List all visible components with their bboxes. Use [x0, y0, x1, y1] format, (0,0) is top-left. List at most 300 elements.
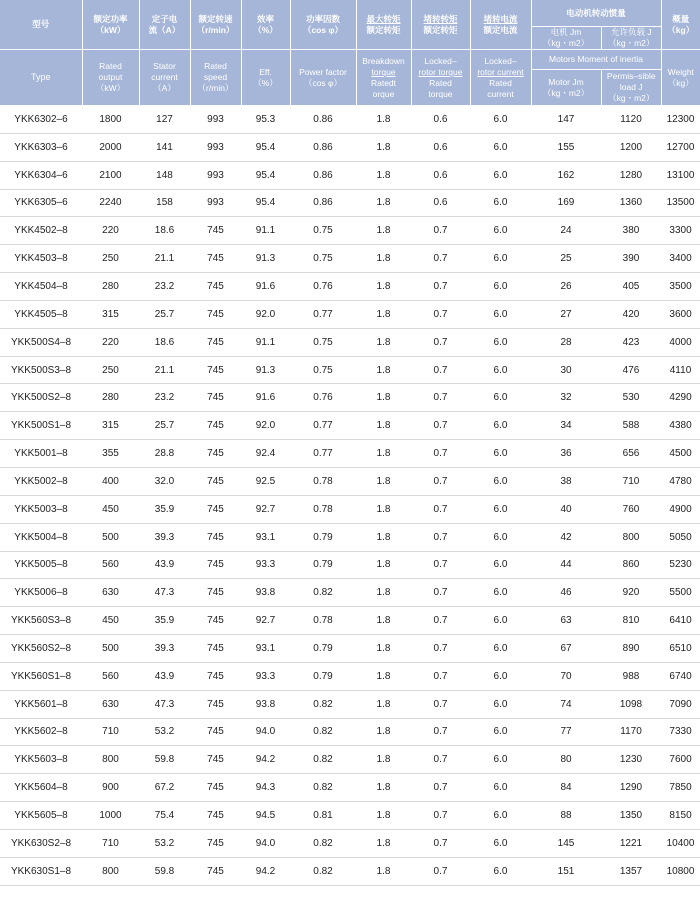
cell-rated-output: 710: [82, 829, 139, 857]
cell-stator-current: 35.9: [139, 607, 190, 635]
cell-breakdown-torque: 1.8: [356, 412, 411, 440]
cell-motor-jm: 32: [531, 384, 601, 412]
cell-rated-speed: 745: [190, 857, 241, 885]
cell-type: YKK5602–8: [0, 718, 82, 746]
cell-efficiency: 93.1: [241, 635, 290, 663]
cell-power-factor: 0.75: [290, 245, 356, 273]
cell-locked-rotor-current: 6.0: [470, 161, 531, 189]
cell-rated-speed: 745: [190, 635, 241, 663]
cell-locked-rotor-torque: 0.7: [411, 300, 470, 328]
cell-power-factor: 0.78: [290, 467, 356, 495]
table-row: [0, 495, 700, 523]
cell-stator-current: 25.7: [139, 300, 190, 328]
cell-weight: 4110: [661, 356, 700, 384]
cell-type: YKK5603–8: [0, 746, 82, 774]
cell-breakdown-torque: 1.8: [356, 106, 411, 134]
cell-stator-current: 18.6: [139, 217, 190, 245]
cell-type: YKK560S1–8: [0, 662, 82, 690]
table-row: [0, 161, 700, 189]
cell-locked-rotor-current: 6.0: [470, 523, 531, 551]
cell-breakdown-torque: 1.8: [356, 662, 411, 690]
table-row: [0, 857, 700, 885]
cell-efficiency: 92.0: [241, 300, 290, 328]
cell-locked-rotor-torque: 0.7: [411, 467, 470, 495]
table-row: [0, 467, 700, 495]
cell-efficiency: 94.0: [241, 829, 290, 857]
cell-breakdown-torque: 1.8: [356, 718, 411, 746]
cell-efficiency: 94.5: [241, 802, 290, 830]
cell-stator-current: 18.6: [139, 328, 190, 356]
cell-motor-jm: 63: [531, 607, 601, 635]
cell-load-j: 800: [601, 523, 661, 551]
cell-locked-rotor-current: 6.0: [470, 245, 531, 273]
cell-breakdown-torque: 1.8: [356, 245, 411, 273]
cell-power-factor: 0.75: [290, 328, 356, 356]
cell-rated-output: 355: [82, 440, 139, 468]
cell-rated-output: 2000: [82, 133, 139, 161]
cell-power-factor: 0.76: [290, 384, 356, 412]
cell-locked-rotor-torque: 0.7: [411, 412, 470, 440]
cell-type: YKK500S1–8: [0, 412, 82, 440]
cell-power-factor: 0.82: [290, 690, 356, 718]
cell-motor-jm: 25: [531, 245, 601, 273]
cell-rated-output: 450: [82, 495, 139, 523]
cell-type: YKK6304–6: [0, 161, 82, 189]
cell-weight: 6740: [661, 662, 700, 690]
cell-rated-speed: 993: [190, 133, 241, 161]
cell-motor-jm: 151: [531, 857, 601, 885]
cell-load-j: 405: [601, 273, 661, 301]
header-en-efficiency: Eff. （%）: [241, 50, 290, 106]
cell-motor-jm: 26: [531, 273, 601, 301]
cell-type: YKK4505–8: [0, 300, 82, 328]
cell-type: YKK4504–8: [0, 273, 82, 301]
cell-type: YKK6305–6: [0, 189, 82, 217]
cell-rated-speed: 745: [190, 690, 241, 718]
cell-power-factor: 0.79: [290, 662, 356, 690]
cell-power-factor: 0.81: [290, 802, 356, 830]
cell-locked-rotor-current: 6.0: [470, 412, 531, 440]
cell-locked-rotor-current: 6.0: [470, 857, 531, 885]
cell-power-factor: 0.82: [290, 829, 356, 857]
cell-efficiency: 93.8: [241, 690, 290, 718]
cell-stator-current: 32.0: [139, 467, 190, 495]
cell-type: YKK630S2–8: [0, 829, 82, 857]
cell-load-j: 1280: [601, 161, 661, 189]
cell-breakdown-torque: 1.8: [356, 356, 411, 384]
cell-motor-jm: 44: [531, 551, 601, 579]
cell-motor-jm: 80: [531, 746, 601, 774]
cell-locked-rotor-current: 6.0: [470, 579, 531, 607]
cell-load-j: 420: [601, 300, 661, 328]
cell-stator-current: 39.3: [139, 635, 190, 663]
cell-power-factor: 0.79: [290, 551, 356, 579]
cell-power-factor: 0.76: [290, 273, 356, 301]
cell-locked-rotor-current: 6.0: [470, 635, 531, 663]
table-row: [0, 829, 700, 857]
header-cn-stator-current: 定子电 流（A）: [139, 0, 190, 50]
header-en-weight: Weight （kg）: [661, 50, 700, 106]
cell-stator-current: 47.3: [139, 579, 190, 607]
cell-breakdown-torque: 1.8: [356, 161, 411, 189]
cell-stator-current: 25.7: [139, 412, 190, 440]
cell-power-factor: 0.77: [290, 412, 356, 440]
table-row: [0, 551, 700, 579]
cell-efficiency: 91.1: [241, 328, 290, 356]
header-en-locked-rotor-torque: Locked– rotor torque Rated torque: [411, 50, 470, 106]
cell-efficiency: 95.4: [241, 133, 290, 161]
table-row: [0, 245, 700, 273]
cell-locked-rotor-current: 6.0: [470, 273, 531, 301]
cell-efficiency: 91.3: [241, 356, 290, 384]
cell-locked-rotor-current: 6.0: [470, 217, 531, 245]
cell-breakdown-torque: 1.8: [356, 802, 411, 830]
table-row: [0, 412, 700, 440]
cell-locked-rotor-torque: 0.7: [411, 718, 470, 746]
table-row: [0, 300, 700, 328]
cell-breakdown-torque: 1.8: [356, 328, 411, 356]
cell-motor-jm: 38: [531, 467, 601, 495]
table-row: [0, 328, 700, 356]
table-row: [0, 523, 700, 551]
cell-power-factor: 0.86: [290, 106, 356, 134]
cell-type: YKK5002–8: [0, 467, 82, 495]
cell-power-factor: 0.79: [290, 523, 356, 551]
cell-breakdown-torque: 1.8: [356, 467, 411, 495]
table-row: [0, 273, 700, 301]
cell-rated-output: 280: [82, 273, 139, 301]
cell-rated-output: 800: [82, 857, 139, 885]
cell-rated-speed: 745: [190, 802, 241, 830]
cell-load-j: 1200: [601, 133, 661, 161]
header-en-rated-output: Rated output （kW）: [82, 50, 139, 106]
cell-motor-jm: 77: [531, 718, 601, 746]
header-en-inertia-group: Motors Moment of inertia: [531, 50, 661, 70]
cell-weight: 7600: [661, 746, 700, 774]
cell-stator-current: 75.4: [139, 802, 190, 830]
cell-load-j: 1360: [601, 189, 661, 217]
cell-weight: 4900: [661, 495, 700, 523]
header-cn-inertia-group: 电动机转动惯量: [531, 0, 661, 27]
cell-breakdown-torque: 1.8: [356, 857, 411, 885]
cell-efficiency: 92.5: [241, 467, 290, 495]
cell-efficiency: 91.6: [241, 384, 290, 412]
cell-motor-jm: 67: [531, 635, 601, 663]
cell-load-j: 760: [601, 495, 661, 523]
header-cn-power-factor: 功率因数 （cos φ）: [290, 0, 356, 50]
header-en-load-j: Permis–sible load J （kg・m2）: [601, 70, 661, 106]
cell-efficiency: 93.3: [241, 662, 290, 690]
cell-load-j: 380: [601, 217, 661, 245]
cell-rated-output: 560: [82, 551, 139, 579]
cell-efficiency: 92.0: [241, 412, 290, 440]
cell-motor-jm: 145: [531, 829, 601, 857]
cell-locked-rotor-current: 6.0: [470, 746, 531, 774]
cell-rated-output: 250: [82, 245, 139, 273]
cell-power-factor: 0.79: [290, 635, 356, 663]
cell-rated-output: 500: [82, 523, 139, 551]
cell-rated-speed: 745: [190, 829, 241, 857]
cell-load-j: 920: [601, 579, 661, 607]
cell-locked-rotor-current: 6.0: [470, 802, 531, 830]
cell-weight: 4780: [661, 467, 700, 495]
cell-locked-rotor-torque: 0.7: [411, 495, 470, 523]
table-row: [0, 607, 700, 635]
cell-locked-rotor-current: 6.0: [470, 551, 531, 579]
cell-locked-rotor-torque: 0.7: [411, 273, 470, 301]
cell-motor-jm: 36: [531, 440, 601, 468]
cell-locked-rotor-current: 6.0: [470, 495, 531, 523]
cell-stator-current: 148: [139, 161, 190, 189]
cell-weight: 4380: [661, 412, 700, 440]
table-row: [0, 217, 700, 245]
cell-breakdown-torque: 1.8: [356, 829, 411, 857]
cell-motor-jm: 46: [531, 579, 601, 607]
cell-locked-rotor-current: 6.0: [470, 300, 531, 328]
cell-locked-rotor-current: 6.0: [470, 690, 531, 718]
cell-breakdown-torque: 1.8: [356, 690, 411, 718]
table-row: [0, 718, 700, 746]
table-row: [0, 690, 700, 718]
cell-efficiency: 91.6: [241, 273, 290, 301]
cell-motor-jm: 162: [531, 161, 601, 189]
header-en-locked-rotor-current: Locked– rotor current Rated current: [470, 50, 531, 106]
cell-motor-jm: 42: [531, 523, 601, 551]
cell-rated-output: 220: [82, 217, 139, 245]
cell-type: YKK6303–6: [0, 133, 82, 161]
cell-load-j: 476: [601, 356, 661, 384]
cell-locked-rotor-current: 6.0: [470, 440, 531, 468]
header-cn-locked-rotor-current: 堵转电流 额定电流: [470, 0, 531, 50]
cell-rated-speed: 745: [190, 412, 241, 440]
cell-weight: 8150: [661, 802, 700, 830]
cell-rated-speed: 745: [190, 328, 241, 356]
table-row: [0, 106, 700, 134]
cell-weight: 12300: [661, 106, 700, 134]
cell-locked-rotor-torque: 0.7: [411, 746, 470, 774]
cell-weight: 3400: [661, 245, 700, 273]
cell-locked-rotor-torque: 0.7: [411, 440, 470, 468]
cell-weight: 4000: [661, 328, 700, 356]
cell-load-j: 810: [601, 607, 661, 635]
cell-stator-current: 59.8: [139, 857, 190, 885]
cell-locked-rotor-torque: 0.7: [411, 551, 470, 579]
cell-stator-current: 67.2: [139, 774, 190, 802]
cell-load-j: 1357: [601, 857, 661, 885]
cell-rated-speed: 745: [190, 273, 241, 301]
cell-power-factor: 0.86: [290, 161, 356, 189]
cell-efficiency: 92.4: [241, 440, 290, 468]
cell-locked-rotor-current: 6.0: [470, 607, 531, 635]
cell-motor-jm: 27: [531, 300, 601, 328]
cell-efficiency: 94.0: [241, 718, 290, 746]
cell-breakdown-torque: 1.8: [356, 133, 411, 161]
cell-locked-rotor-torque: 0.6: [411, 161, 470, 189]
cell-load-j: 988: [601, 662, 661, 690]
cell-type: YKK500S2–8: [0, 384, 82, 412]
cell-type: YKK5003–8: [0, 495, 82, 523]
cell-locked-rotor-current: 6.0: [470, 662, 531, 690]
cell-type: YKK6302–6: [0, 106, 82, 134]
cell-weight: 13100: [661, 161, 700, 189]
cell-locked-rotor-current: 6.0: [470, 467, 531, 495]
cell-efficiency: 92.7: [241, 495, 290, 523]
cell-locked-rotor-torque: 0.6: [411, 106, 470, 134]
cell-rated-output: 220: [82, 328, 139, 356]
cell-type: YKK630S1–8: [0, 857, 82, 885]
table-row: [0, 356, 700, 384]
cell-efficiency: 93.3: [241, 551, 290, 579]
cell-motor-jm: 84: [531, 774, 601, 802]
cell-rated-output: 400: [82, 467, 139, 495]
cell-efficiency: 91.3: [241, 245, 290, 273]
cell-rated-speed: 745: [190, 774, 241, 802]
cell-load-j: 1098: [601, 690, 661, 718]
cell-locked-rotor-current: 6.0: [470, 133, 531, 161]
cell-load-j: 1170: [601, 718, 661, 746]
table-row: [0, 802, 700, 830]
cell-rated-speed: 993: [190, 106, 241, 134]
cell-stator-current: 21.1: [139, 356, 190, 384]
cell-breakdown-torque: 1.8: [356, 440, 411, 468]
cell-rated-output: 2240: [82, 189, 139, 217]
cell-rated-speed: 745: [190, 495, 241, 523]
cell-type: YKK560S3–8: [0, 607, 82, 635]
cell-rated-speed: 745: [190, 718, 241, 746]
cell-motor-jm: 70: [531, 662, 601, 690]
cell-locked-rotor-torque: 0.7: [411, 328, 470, 356]
cell-rated-speed: 745: [190, 551, 241, 579]
cell-stator-current: 43.9: [139, 551, 190, 579]
cell-rated-output: 2100: [82, 161, 139, 189]
cell-type: YKK5604–8: [0, 774, 82, 802]
cell-power-factor: 0.77: [290, 440, 356, 468]
cell-motor-jm: 34: [531, 412, 601, 440]
cell-power-factor: 0.82: [290, 718, 356, 746]
cell-rated-speed: 745: [190, 579, 241, 607]
cell-rated-output: 1000: [82, 802, 139, 830]
cell-rated-output: 560: [82, 662, 139, 690]
cell-stator-current: 158: [139, 189, 190, 217]
cell-efficiency: 93.8: [241, 579, 290, 607]
header-en-motor-jm: Motor Jm （kg・m2）: [531, 70, 601, 106]
header-en-rated-speed: Rated speed （r/min）: [190, 50, 241, 106]
cell-locked-rotor-torque: 0.7: [411, 579, 470, 607]
cell-motor-jm: 30: [531, 356, 601, 384]
cell-locked-rotor-torque: 0.7: [411, 245, 470, 273]
cell-weight: 5050: [661, 523, 700, 551]
cell-power-factor: 0.82: [290, 579, 356, 607]
cell-rated-speed: 745: [190, 467, 241, 495]
cell-rated-output: 900: [82, 774, 139, 802]
cell-breakdown-torque: 1.8: [356, 551, 411, 579]
cell-stator-current: 23.2: [139, 384, 190, 412]
cell-breakdown-torque: 1.8: [356, 523, 411, 551]
cell-load-j: 588: [601, 412, 661, 440]
table-row: [0, 746, 700, 774]
cell-locked-rotor-torque: 0.7: [411, 774, 470, 802]
header-cn-efficiency: 效率 （%）: [241, 0, 290, 50]
cell-locked-rotor-torque: 0.7: [411, 662, 470, 690]
cell-rated-speed: 745: [190, 746, 241, 774]
cell-motor-jm: 74: [531, 690, 601, 718]
header-en-type: Type: [0, 50, 82, 106]
cell-efficiency: 94.2: [241, 746, 290, 774]
cell-breakdown-torque: 1.8: [356, 746, 411, 774]
cell-locked-rotor-torque: 0.7: [411, 523, 470, 551]
cell-locked-rotor-torque: 0.6: [411, 189, 470, 217]
cell-breakdown-torque: 1.8: [356, 189, 411, 217]
cell-load-j: 1230: [601, 746, 661, 774]
cell-locked-rotor-torque: 0.7: [411, 356, 470, 384]
cell-stator-current: 39.3: [139, 523, 190, 551]
cell-weight: 7090: [661, 690, 700, 718]
header-cn-rated-output: 额定功率 （kW）: [82, 0, 139, 50]
cell-motor-jm: 155: [531, 133, 601, 161]
cell-breakdown-torque: 1.8: [356, 495, 411, 523]
cell-load-j: 656: [601, 440, 661, 468]
cell-type: YKK4503–8: [0, 245, 82, 273]
cell-type: YKK5601–8: [0, 690, 82, 718]
cell-locked-rotor-torque: 0.7: [411, 384, 470, 412]
cell-power-factor: 0.75: [290, 356, 356, 384]
header-cn-rated-speed: 额定转速 （r/min）: [190, 0, 241, 50]
cell-stator-current: 53.2: [139, 718, 190, 746]
cell-motor-jm: 28: [531, 328, 601, 356]
table-row: [0, 133, 700, 161]
cell-efficiency: 92.7: [241, 607, 290, 635]
cell-weight: 3300: [661, 217, 700, 245]
cell-rated-output: 630: [82, 579, 139, 607]
cell-power-factor: 0.82: [290, 746, 356, 774]
cell-weight: 10800: [661, 857, 700, 885]
cell-weight: 6410: [661, 607, 700, 635]
cell-type: YKK5605–8: [0, 802, 82, 830]
cell-rated-speed: 745: [190, 440, 241, 468]
cell-efficiency: 95.3: [241, 106, 290, 134]
cell-locked-rotor-torque: 0.7: [411, 635, 470, 663]
cell-motor-jm: 147: [531, 106, 601, 134]
cell-rated-output: 500: [82, 635, 139, 663]
header-en-stator-current: Stator current （A）: [139, 50, 190, 106]
cell-rated-speed: 745: [190, 384, 241, 412]
cell-power-factor: 0.77: [290, 300, 356, 328]
cell-type: YKK5006–8: [0, 579, 82, 607]
cell-load-j: 423: [601, 328, 661, 356]
cell-locked-rotor-torque: 0.7: [411, 690, 470, 718]
cell-motor-jm: 40: [531, 495, 601, 523]
cell-locked-rotor-current: 6.0: [470, 774, 531, 802]
cell-weight: 4290: [661, 384, 700, 412]
cell-efficiency: 94.3: [241, 774, 290, 802]
cell-power-factor: 0.86: [290, 133, 356, 161]
cell-rated-output: 250: [82, 356, 139, 384]
cell-rated-speed: 745: [190, 356, 241, 384]
cell-power-factor: 0.75: [290, 217, 356, 245]
cell-locked-rotor-current: 6.0: [470, 356, 531, 384]
cell-load-j: 1221: [601, 829, 661, 857]
cell-rated-speed: 745: [190, 607, 241, 635]
cell-rated-speed: 993: [190, 161, 241, 189]
cell-locked-rotor-torque: 0.6: [411, 133, 470, 161]
cell-locked-rotor-torque: 0.7: [411, 829, 470, 857]
cell-weight: 10400: [661, 829, 700, 857]
table-row: [0, 635, 700, 663]
table-row: [0, 440, 700, 468]
cell-weight: 3600: [661, 300, 700, 328]
cell-stator-current: 47.3: [139, 690, 190, 718]
header-en-breakdown-torque: Breakdown torque Ratedt orque: [356, 50, 411, 106]
